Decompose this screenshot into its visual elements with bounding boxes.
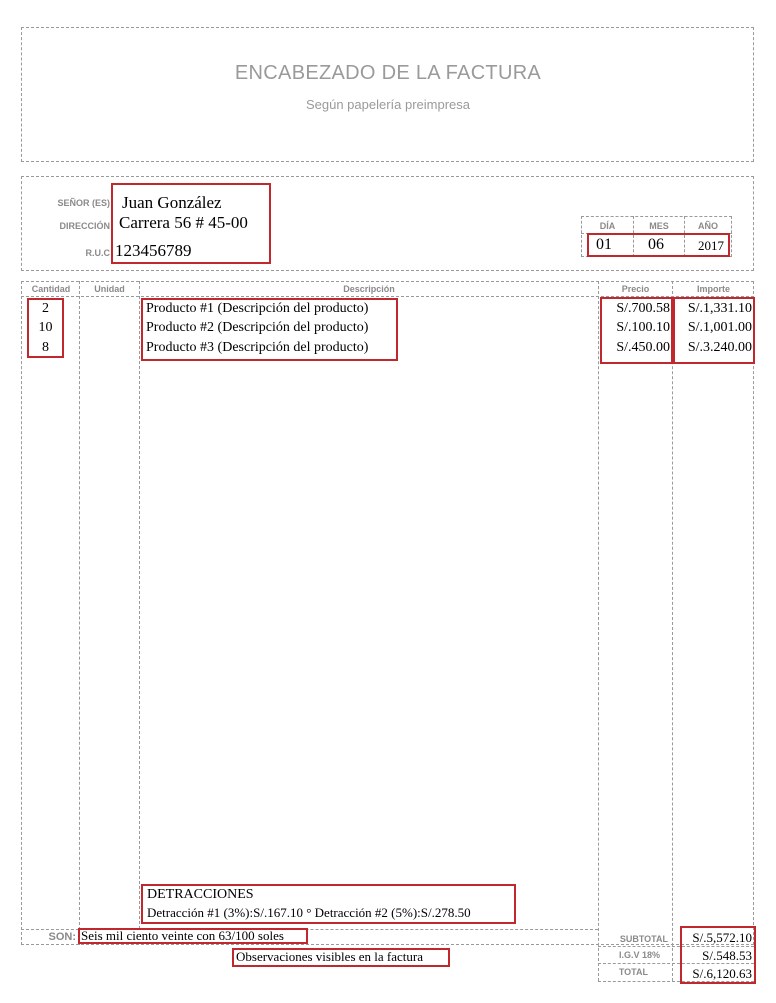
client-name-label: SEÑOR (ES) [57, 198, 110, 208]
col-header-unidad: Unidad [94, 284, 125, 294]
igv-label: I.G.V 18% [618, 950, 660, 960]
igv-value: S/.548.53 [702, 948, 752, 963]
invoice-header-title: ENCABEZADO DE LA FACTURA [234, 62, 542, 84]
col-header-cantidad: Cantidad [31, 284, 71, 294]
total-label: TOTAL [618, 967, 648, 977]
table-row-cantidad: 10 [38, 320, 53, 335]
table-row-precio: S/.700.58 [616, 301, 670, 316]
col-header-precio: Precio [621, 284, 650, 294]
table-row-importe: S/.1,001.00 [687, 320, 752, 335]
client-address: Carrera 56 # 45-00 [119, 213, 248, 232]
date-day: 01 [596, 236, 612, 253]
table-row-precio: S/.450.00 [616, 340, 670, 355]
date-month: 06 [648, 236, 664, 253]
column-divider [672, 281, 673, 981]
col-header-importe: Importe [696, 284, 730, 294]
total-value: S/.6,120.63 [692, 966, 752, 981]
table-row-descripcion: Producto #2 (Descripción del producto) [146, 320, 369, 335]
table-row-descripcion: Producto #3 (Descripción del producto) [146, 340, 369, 355]
table-row-cantidad: 2 [42, 301, 49, 316]
client-ruc: 123456789 [115, 241, 192, 260]
son-value: Seis mil ciento veinte con 63/100 soles [81, 928, 284, 943]
client-address-label: DIRECCIÓN [59, 221, 110, 231]
observations-text: Observaciones visibles en la factura [236, 949, 423, 964]
table-row-cantidad: 8 [42, 340, 49, 355]
column-divider [598, 281, 599, 981]
table-row-precio: S/.100.10 [616, 320, 670, 335]
subtotal-value: S/.5,572.10 [692, 930, 752, 945]
column-divider [139, 281, 140, 929]
invoice-header-subtitle: Según papelería preimpresa [305, 97, 471, 112]
detracciones-detail: Detracción #1 (3%):S/.167.10 ° Detracción #2 (5%):S/.278.50 [147, 905, 471, 920]
table-row-descripcion: Producto #1 (Descripción del producto) [146, 301, 369, 316]
date-day-label: DÍA [599, 221, 616, 231]
subtotal-label: SUBTOTAL [619, 934, 668, 944]
date-year-label: AÑO [698, 221, 718, 231]
date-month-label: MES [649, 221, 669, 231]
client-name: Juan González [122, 193, 222, 212]
table-row-importe: S/.3.240.00 [687, 340, 752, 355]
son-label: SON: [48, 931, 76, 943]
items-table [21, 281, 754, 945]
column-divider [79, 281, 80, 945]
detracciones-title: DETRACCIONES [147, 887, 254, 902]
invoice-header-box [21, 27, 754, 162]
client-ruc-label: R.U.C [85, 248, 110, 258]
col-header-descripcion: Descripción [343, 284, 395, 294]
table-row-importe: S/.1,331.10 [687, 301, 752, 316]
date-year: 2017 [698, 238, 724, 253]
